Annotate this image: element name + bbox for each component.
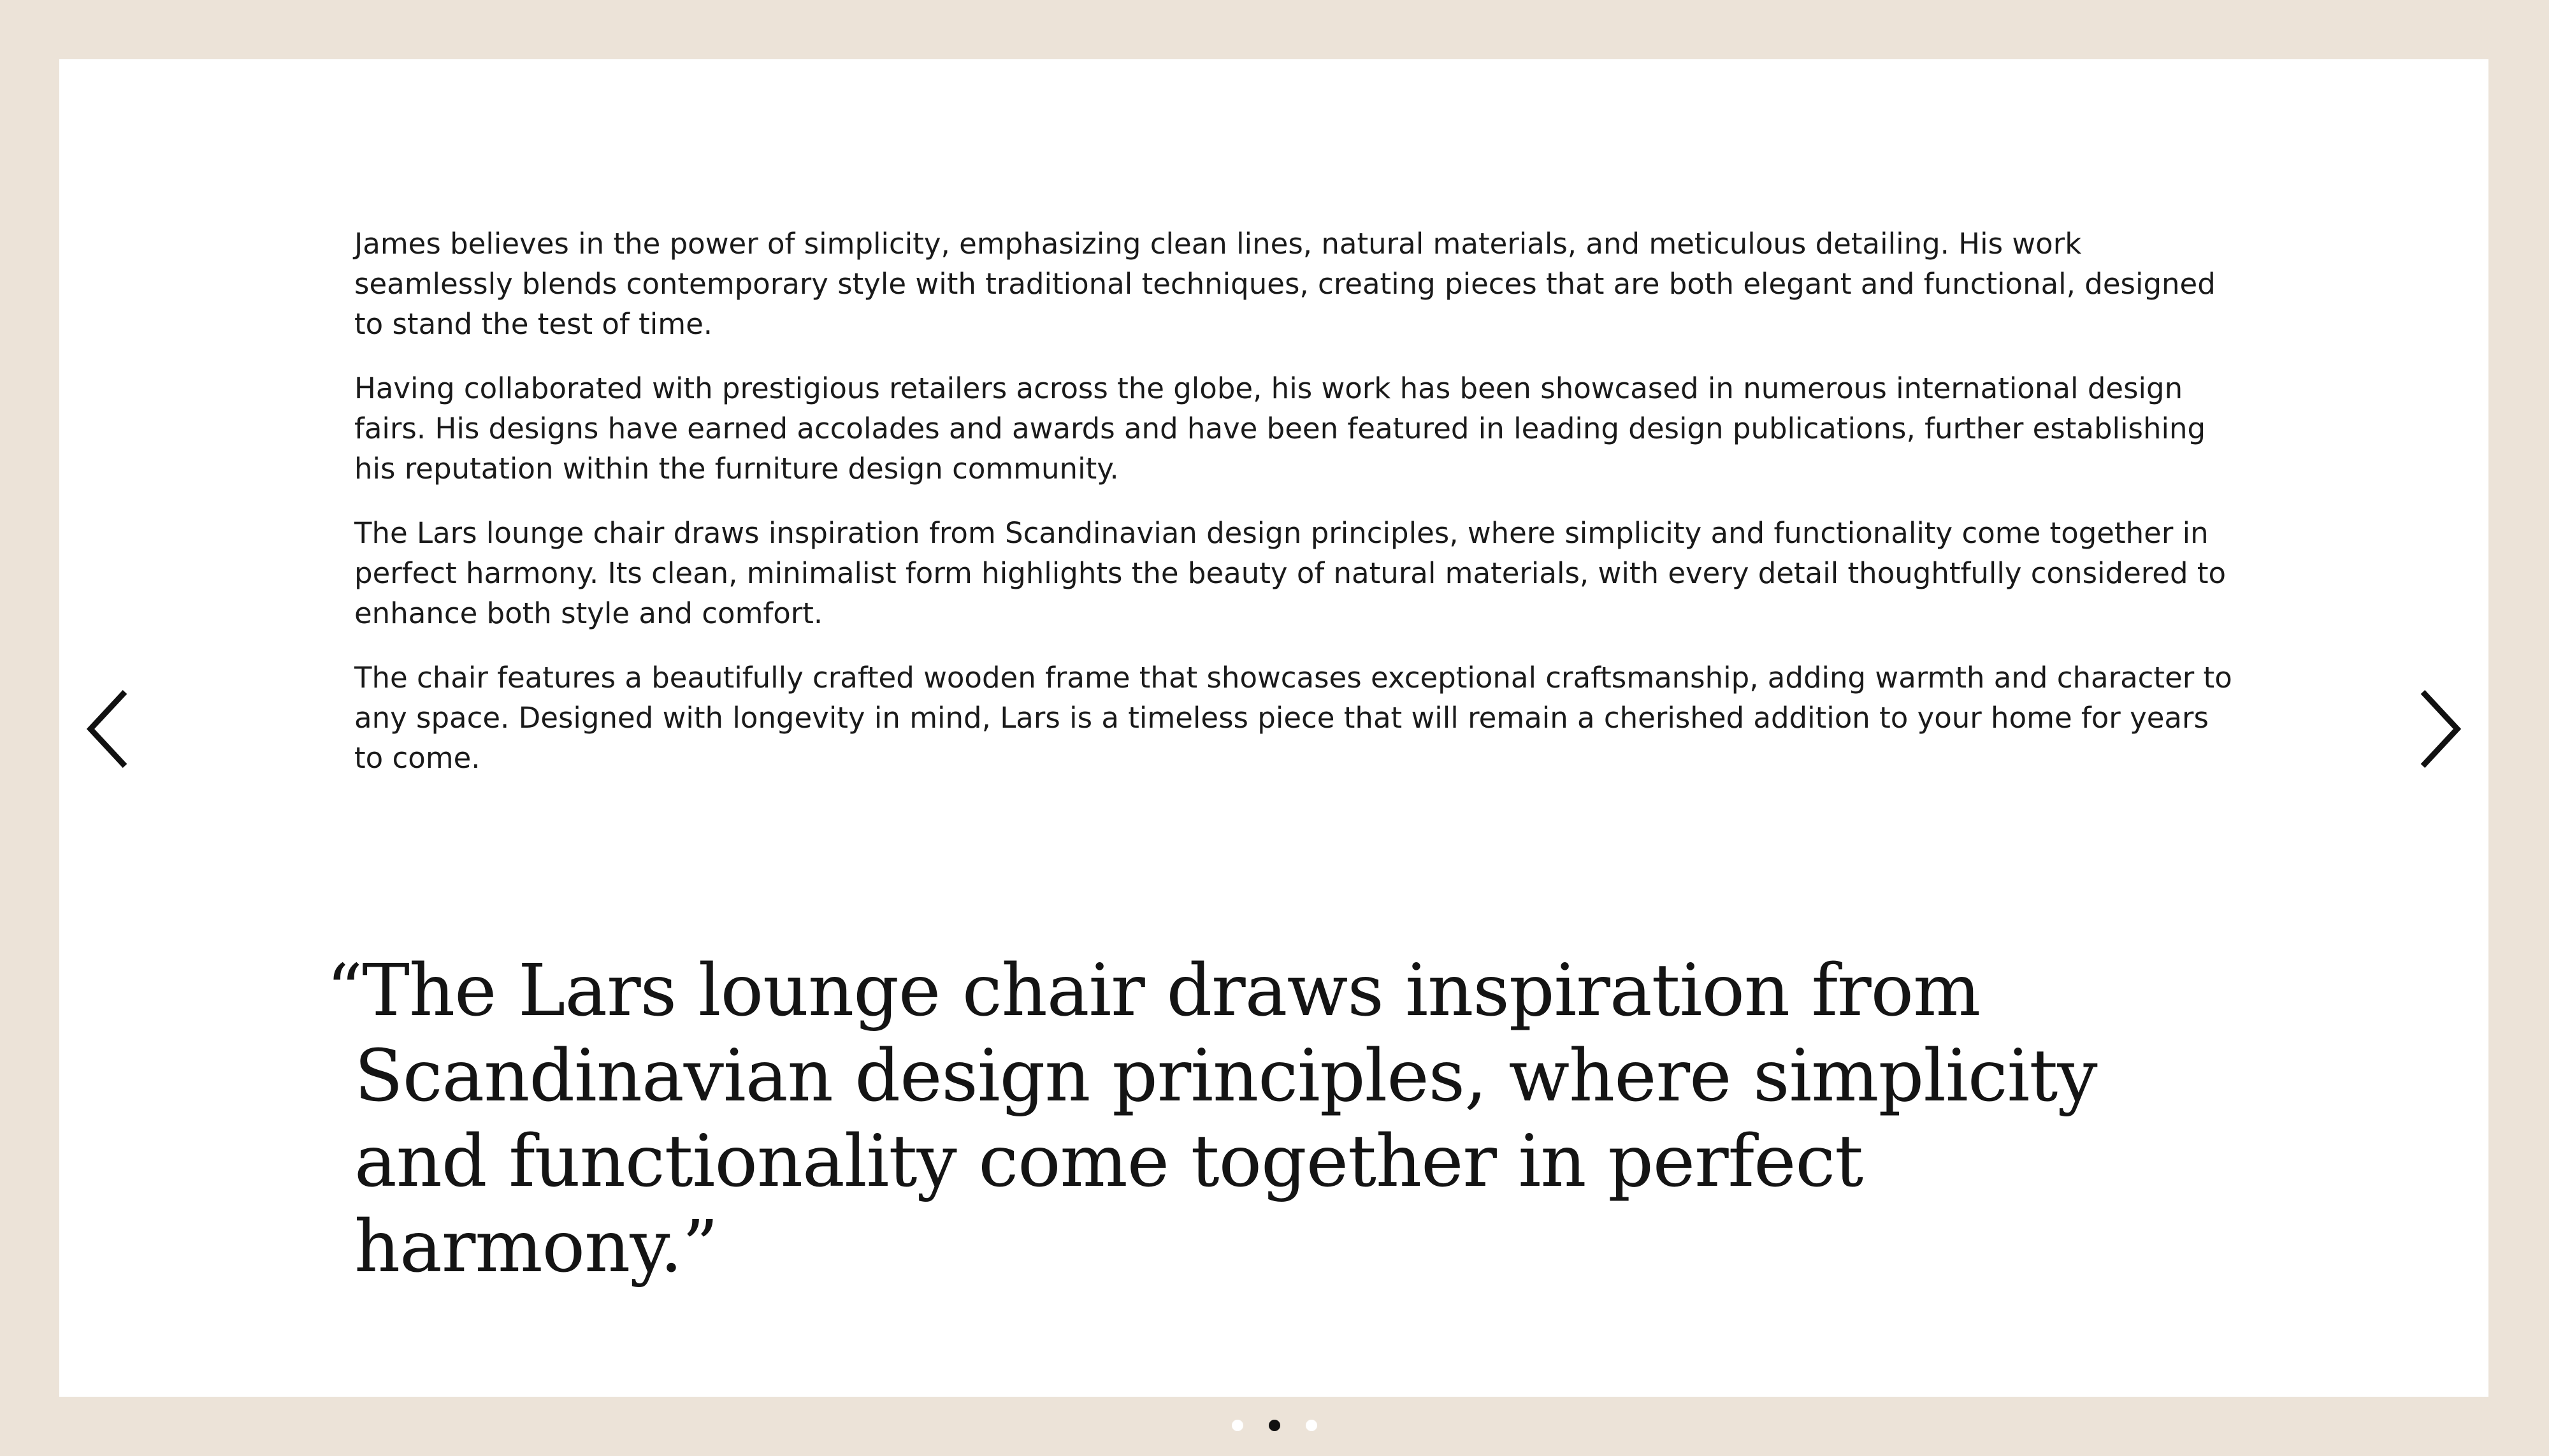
pager-dot-3[interactable] [1306,1420,1317,1431]
article-paragraph-1: James believes in the power of simplicity, emphasizing clean lines, natural materials, and meticulous detailing. His work seamlessly blends contemporary style with traditional techniques, creating pieces that are both elegant and functional, designed to stand the test of time. [354,227,2216,341]
next-slide-button[interactable] [2409,684,2466,774]
article-paragraph-3: The Lars lounge chair draws inspiration from Scandinavian design principles, where simplicity and functionality come together in perfect harmony. Its clean, minimalist form highlights the beauty of natural materials, with every detail thoughtfully considered to enhance both style and comfort. [354,516,2227,630]
article-paragraph-2: Having collaborated with prestigious retailers across the globe, his work has been showcased in numerous international design fairs. His designs have earned accolades and awards and have been featured in leading design publications, further establishing his reputation within the furniture design community. [354,371,2206,486]
previous-slide-button[interactable] [82,684,139,774]
quote-text: The Lars lounge chair draws inspiration from Scandinavian design principles, where simplicity and functionality come together in perfect harmony. [354,949,2097,1288]
pager-dot-1[interactable] [1232,1420,1243,1431]
pager-dot-2[interactable] [1269,1420,1280,1431]
chevron-left-icon [82,684,139,774]
article-body [354,224,2241,802]
quote-close-mark: ” [682,1206,718,1288]
article-paragraph-4: The chair features a beautifully crafted wooden frame that showcases exceptional craftsmanship, adding warmth and character to any space. Designed with longevity in mind, Lars is a timeless piece that will remain a cherished addition to your home for years to come. [354,661,2232,775]
slide-card [59,59,2488,1397]
chevron-right-icon [2409,684,2466,774]
quote-open-mark: “ [326,949,363,1032]
pull-quote [326,948,2139,1290]
slide-pager [0,1420,2549,1431]
